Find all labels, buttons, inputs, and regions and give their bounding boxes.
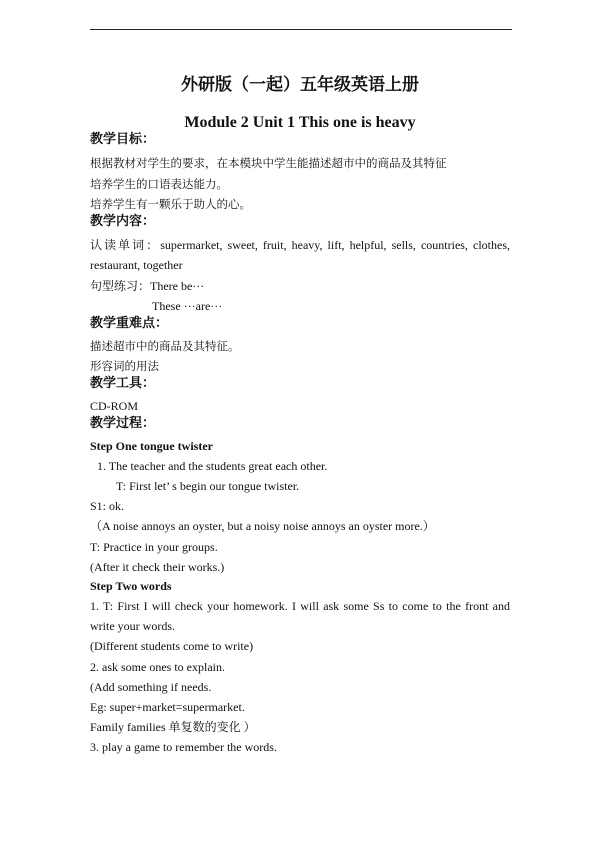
process-line: Family families 单复数的变化 ） [90, 720, 256, 734]
process-line: 2. ask some ones to explain. [90, 660, 225, 674]
process-line: (After it check their works.) [90, 560, 225, 574]
pattern-line: These ···are··· [152, 299, 223, 313]
objectives-heading: 教学目标： [90, 132, 156, 147]
lesson-title: Module 2 Unit 1 This one is heavy [184, 114, 416, 131]
process-line: 1. T: First I will check your homework. I will ask some Ss to come to the front and [90, 599, 510, 613]
process-line: （A noise annoys an oyster, but a noisy noise annoys an oyster more.） [90, 519, 435, 533]
page-title: 外研版（一起）五年级英语上册 [181, 75, 419, 95]
process-heading: 教学过程： [90, 416, 156, 431]
keypoint-line: 形容词的用法 [90, 359, 159, 373]
content-heading: 教学内容： [90, 214, 156, 229]
process-line: (Add something if needs. [90, 680, 212, 694]
objective-line: 根据教材对学生的要求，在本模块中学生能描述超市中的商品及其特征 [90, 156, 447, 170]
tool-line: CD-ROM [90, 399, 139, 413]
process-line: (Different students come to write) [90, 639, 254, 653]
step-heading: Step Two words [90, 579, 172, 593]
process-line: T: First let’ s begin our tongue twister. [116, 479, 300, 493]
vocab-line: restaurant, together [90, 258, 183, 272]
keypoint-line: 描述超市中的商品及其特征。 [90, 339, 240, 353]
step-heading: Step One tongue twister [90, 439, 213, 453]
header-rule [90, 29, 512, 30]
process-line: S1: ok. [90, 499, 125, 513]
objective-line: 培养学生有一颗乐于助人的心。 [90, 197, 251, 211]
tools-heading: 教学工具： [90, 376, 156, 391]
process-line: Eg: super+market=supermarket. [90, 700, 245, 714]
process-line: 3. play a game to remember the words. [90, 740, 277, 754]
vocab-line: 认读单词：supermarket, sweet, fruit, heavy, lift, helpful, sells, countries, clothes, [90, 238, 510, 252]
process-line: T: Practice in your groups. [90, 540, 218, 554]
pattern-line: 句型练习：There be··· [90, 279, 205, 293]
keypoints-heading: 教学重难点： [90, 316, 169, 331]
objective-line: 培养学生的口语表达能力。 [90, 177, 228, 191]
process-line: 1. The teacher and the students great each other. [97, 459, 328, 473]
process-line: write your words. [90, 619, 175, 633]
